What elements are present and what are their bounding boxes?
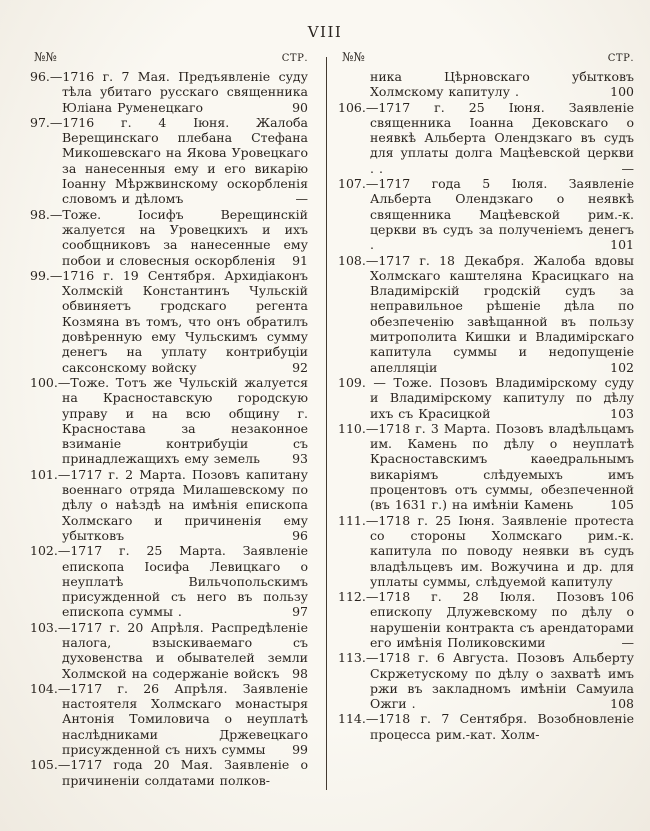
toc-entry (30, 375, 308, 467)
entry-page-number: 92 (292, 359, 308, 375)
column-header-left (30, 50, 308, 64)
entry-text: ника Цѣрновскаго убытковъ Холмскому капитулу . (370, 69, 634, 100)
toc-entry (30, 543, 308, 619)
entry-page-number: — (295, 191, 308, 207)
entry-text: 105.—1717 года 20 Мая. Заявленіе о причиненіи солдатами полков- (30, 757, 308, 788)
entry-text: 113.—1718 г. 6 Августа. Позовъ Альберту Скржетускому по дѣлу о захватѣ имъ ржи въ закладномъ имѣніи Самуила Ожги . (338, 650, 634, 712)
toc-entry (30, 268, 308, 375)
entry-page-number: 90 (292, 99, 308, 115)
entry-page-number: 105 (610, 497, 634, 513)
entry-number-label: №№ (342, 50, 365, 64)
entry-list-right (338, 69, 634, 742)
entry-page-number: 103 (610, 405, 634, 421)
entry-text: 101.—1717 г. 2 Марта. Позовъ капитану военнаго отряда Милашевскому по дѣлу о наѣздѣ на имѣнія епископа Холмскаго и причиненія ему убытковъ (30, 466, 308, 543)
toc-entry (338, 253, 634, 375)
entry-text: 107.—1717 года 5 Іюля. Заявленіе Альберта Олендзкаго о неявкѣ священника Мацѣевской рим.-к. церкви въ судъ за полученіемъ денегъ . (338, 176, 634, 253)
entry-list-left (30, 69, 308, 788)
toc-entry (338, 421, 634, 513)
toc-entry (338, 512, 634, 605)
toc-entry (338, 69, 634, 100)
entry-page-number: 108 (610, 696, 634, 712)
toc-column-left (30, 50, 308, 788)
entry-text: 98.—Тоже. Іосифъ Верещинскій жалуется на Уровецкихъ и ихъ сообщниковъ за нанесенные ему побои и словесныя оскорбленія (30, 206, 308, 268)
entry-page-number: 100 (610, 84, 634, 100)
toc-entry (30, 681, 308, 757)
toc-entry (30, 620, 308, 681)
entry-page-number: 98 (292, 665, 308, 681)
entry-text: 102.—1717 г. 25 Марта. Заявленіе епископа Іосифа Левицкаго о неуплатѣ Вильчопольскимъ присужденной съ него въ пользу епископа суммы . (30, 543, 308, 620)
toc-entry (30, 115, 308, 207)
entry-text: 104.—1717 г. 26 Апрѣля. Заявленіе настоятеля Холмскаго монастыря Антонія Томиловича о неуплатѣ наслѣдниками Држевецкаго присужденной съ нихъ суммы (30, 680, 308, 758)
entry-text: 106.—1717 г. 25 Іюня. Заявленіе священника Іоанна Дековскаго о неявкѣ Альберта Олендзкаго въ судъ для уплаты долга Мацѣевской церкви . . (338, 99, 634, 176)
toc-entry (338, 100, 634, 176)
toc-entry (30, 207, 308, 268)
toc-entry (30, 467, 308, 543)
entry-text: 109. — Тоже. Позовъ Владимірскому суду и Владимірскому капитулу по дѣлу ихъ съ Красицкой (338, 374, 634, 421)
entry-text: 108.—1717 г. 18 Декабря. Жалоба вдовы Холмскаго каштеляна Красицкаго на Владимірскій гродскій судъ за неправильное рѣшеніе дѣла по обезпеченію завѣщанной въ пользу митрополита Кишки и Владимірскаго капитула суммы и недопущеніе апелляціи (338, 252, 634, 375)
entry-page-number: 99 (292, 742, 308, 758)
page-folio-roman-numeral: VIII (307, 23, 343, 41)
toc-entry (30, 757, 308, 788)
entry-page-number: 93 (292, 451, 308, 467)
entry-page-number: 91 (292, 252, 308, 268)
entry-page-number: 96 (292, 527, 308, 543)
entry-text: 96.—1716 г. 7 Мая. Предъявленіе суду тѣла убитаго русскаго священника Юліана Руменецкаго (30, 69, 308, 115)
entry-text: 103.—1717 г. 20 Апрѣля. Распредѣленіе налога, взыскиваемаго съ духовенства и обывателей земли Холмской на содержаніе войскъ (30, 619, 308, 681)
entry-page-number: 102 (610, 359, 634, 375)
entry-number-label: №№ (34, 50, 57, 64)
toc-entry (338, 650, 634, 711)
toc-entry (338, 375, 634, 421)
entry-text: 97.—1716 г. 4 Іюня. Жалоба Верещинскаго плебана Стефана Микошевскаго на Якова Уровецкаго за нанесенныя ему и его викарію Іоанну Мѣржвинскому оскорбленія словомъ и дѣломъ (30, 114, 308, 207)
entry-page-number: — (621, 634, 634, 650)
page-column-label: СТР. (281, 53, 308, 64)
toc-column-right (338, 50, 634, 788)
entry-text: 110.—1718 г. 3 Марта. Позовъ владѣльцамъ им. Камень по дѣлу о неуплатѣ Красноставскимъ каѳедральнымъ викаріямъ слѣдуемыхъ имъ процентовъ отъ суммы, обезпеченной (въ 1631 г.) на имѣніи Камень (338, 420, 634, 513)
entry-text: 100.—Тоже. Тотъ же Чульскій жалуется на Красноставскую городскую управу и на всю общину г. Красностава за незаконное взиманіе контрибуціи съ принадлежащихъ ему земель (30, 374, 308, 467)
entry-page-number: 97 (292, 604, 308, 620)
toc-entry (30, 69, 308, 115)
entry-page-number: 101 (610, 237, 634, 253)
page-column-label: СТР. (607, 53, 634, 64)
entry-text: 112.—1718 г. 28 Іюля. Позовъ епископу Длужевскому по дѣлу о нарушеніи контракта съ арендаторами его имѣнія Поликовскими (338, 589, 634, 650)
column-header-right (338, 50, 634, 64)
entry-text: 99.—1716 г. 19 Сентября. Архидіаконъ Холмскій Константинъ Чульскій обвиняетъ гродскаго регента Козмяна въ томъ, что онъ обратилъ довѣренную ему Чульскимъ сумму денегъ на уплату контрибуціи саксонскому войску (30, 267, 308, 375)
toc-columns (30, 50, 634, 788)
entry-page-number: 106 (610, 589, 634, 605)
toc-entry (338, 176, 634, 252)
entry-text: 114.—1718 г. 7 Сентября. Возобновленіе процесса рим.-кат. Холм- (338, 711, 634, 742)
toc-entry (338, 589, 634, 650)
toc-entry (338, 711, 634, 742)
entry-text: 111.—1718 г. 25 Іюня. Заявленіе протеста со стороны Холмскаго рим.-к. капитула по поводу неявки въ судъ владѣльцевъ им. Вожучина и др. для уплаты суммы, слѣдуемой капитулу (338, 512, 634, 589)
entry-page-number: — (621, 160, 634, 176)
